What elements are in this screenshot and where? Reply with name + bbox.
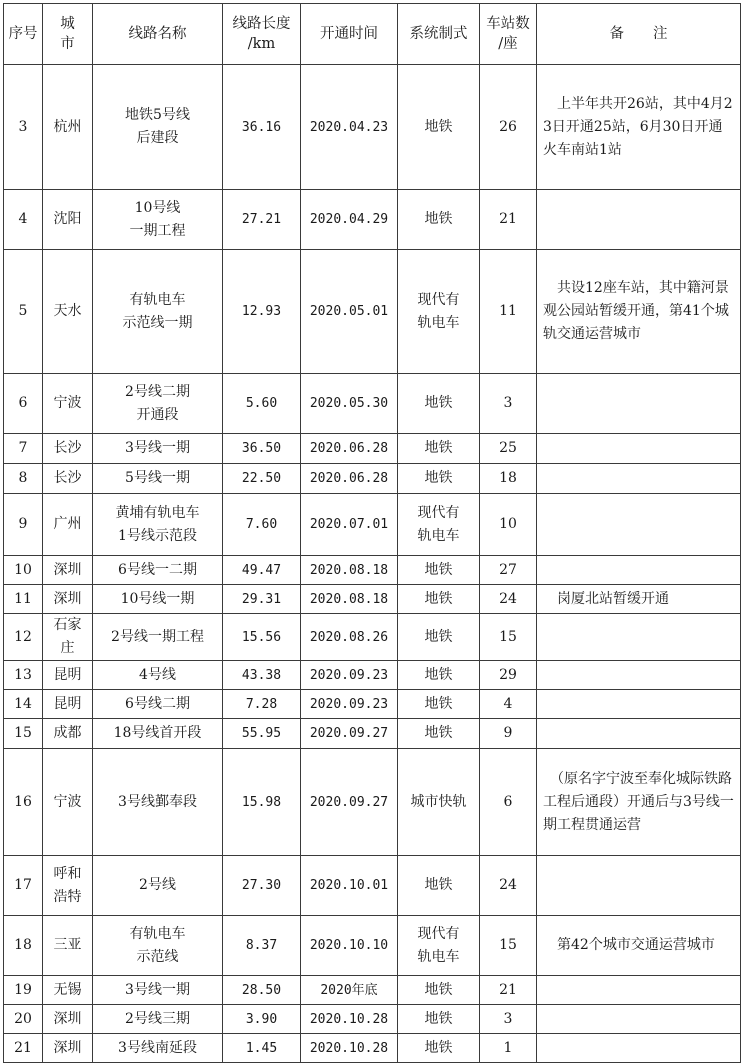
table-row (4, 856, 741, 916)
cell-system: 地铁 (398, 614, 480, 661)
cell-date: 2020.09.27 (301, 749, 398, 856)
cell-line: 有轨电车 示范线一期 (93, 250, 223, 374)
cell-line: 3号线一期 (93, 976, 223, 1005)
cell-city: 昆明 (43, 661, 93, 690)
cell-line: 有轨电车 示范线 (93, 916, 223, 976)
cell-system: 地铁 (398, 690, 480, 719)
cell-no: 5 (4, 250, 43, 374)
cell-length: 49.47 (223, 556, 301, 585)
header-row (4, 4, 741, 65)
cell-length: 12.93 (223, 250, 301, 374)
cell-no: 13 (4, 661, 43, 690)
cell-note (537, 494, 741, 556)
cell-line: 5号线一期 (93, 464, 223, 494)
cell-no: 7 (4, 434, 43, 464)
header-no: 序号 (4, 4, 43, 65)
cell-no: 4 (4, 190, 43, 250)
cell-system: 地铁 (398, 976, 480, 1005)
cell-date: 2020.05.30 (301, 374, 398, 434)
cell-no: 20 (4, 1005, 43, 1034)
cell-note (537, 719, 741, 749)
cell-no: 21 (4, 1034, 43, 1063)
cell-line: 3号线鄞奉段 (93, 749, 223, 856)
cell-note (537, 1034, 741, 1063)
cell-line: 地铁5号线 后建段 (93, 65, 223, 190)
cell-no: 17 (4, 856, 43, 916)
cell-city: 石家庄 (43, 614, 93, 661)
cell-city: 杭州 (43, 65, 93, 190)
table-row (4, 614, 741, 661)
table-row (4, 250, 741, 374)
metro-opening-table (3, 3, 741, 1063)
cell-note (537, 856, 741, 916)
cell-system: 地铁 (398, 65, 480, 190)
table-row (4, 585, 741, 614)
header-line: 线路名称 (93, 4, 223, 65)
table-row (4, 661, 741, 690)
cell-city: 广州 (43, 494, 93, 556)
cell-no: 18 (4, 916, 43, 976)
cell-stations: 4 (480, 690, 537, 719)
cell-note: 共设12座车站，其中籍河景观公园站暂缓开通，第41个城轨交通运营城市 (537, 250, 741, 374)
cell-city: 深圳 (43, 556, 93, 585)
table-row (4, 1034, 741, 1063)
cell-note (537, 190, 741, 250)
cell-line: 2号线三期 (93, 1005, 223, 1034)
cell-city: 天水 (43, 250, 93, 374)
cell-city: 宁波 (43, 749, 93, 856)
cell-stations: 24 (480, 856, 537, 916)
table-row (4, 976, 741, 1005)
cell-date: 2020.07.01 (301, 494, 398, 556)
cell-date: 2020.08.18 (301, 585, 398, 614)
cell-line: 10号线一期 (93, 585, 223, 614)
cell-length: 15.56 (223, 614, 301, 661)
cell-no: 12 (4, 614, 43, 661)
cell-length: 22.50 (223, 464, 301, 494)
cell-line: 2号线二期 开通段 (93, 374, 223, 434)
cell-stations: 9 (480, 719, 537, 749)
cell-system: 地铁 (398, 1005, 480, 1034)
cell-date: 2020.04.29 (301, 190, 398, 250)
table-row (4, 494, 741, 556)
cell-date: 2020.09.23 (301, 690, 398, 719)
cell-system: 地铁 (398, 585, 480, 614)
cell-system: 城市快轨 (398, 749, 480, 856)
cell-stations: 6 (480, 749, 537, 856)
table-row (4, 464, 741, 494)
cell-line: 2号线一期工程 (93, 614, 223, 661)
cell-no: 19 (4, 976, 43, 1005)
header-system: 系统制式 (398, 4, 480, 65)
cell-no: 3 (4, 65, 43, 190)
cell-line: 3号线南延段 (93, 1034, 223, 1063)
cell-note (537, 374, 741, 434)
cell-city: 三亚 (43, 916, 93, 976)
cell-no: 8 (4, 464, 43, 494)
cell-system: 地铁 (398, 464, 480, 494)
cell-date: 2020.04.23 (301, 65, 398, 190)
cell-date: 2020.05.01 (301, 250, 398, 374)
cell-note (537, 464, 741, 494)
cell-note (537, 976, 741, 1005)
cell-date: 2020.09.27 (301, 719, 398, 749)
cell-date: 2020.06.28 (301, 434, 398, 464)
cell-note: （原名字宁波至奉化城际铁路工程后通段）开通后与3号线一期工程贯通运营 (537, 749, 741, 856)
cell-city: 深圳 (43, 585, 93, 614)
cell-line: 18号线首开段 (93, 719, 223, 749)
table-row (4, 65, 741, 190)
cell-length: 28.50 (223, 976, 301, 1005)
cell-no: 16 (4, 749, 43, 856)
header-note: 备 注 (537, 4, 741, 65)
cell-system: 地铁 (398, 856, 480, 916)
cell-length: 15.98 (223, 749, 301, 856)
cell-system: 地铁 (398, 190, 480, 250)
cell-city: 长沙 (43, 464, 93, 494)
cell-stations: 15 (480, 614, 537, 661)
cell-note (537, 1005, 741, 1034)
cell-line: 6号线一二期 (93, 556, 223, 585)
table-row (4, 916, 741, 976)
cell-stations: 24 (480, 585, 537, 614)
cell-line: 6号线二期 (93, 690, 223, 719)
cell-city: 昆明 (43, 690, 93, 719)
table-row (4, 190, 741, 250)
cell-date: 2020.10.01 (301, 856, 398, 916)
cell-line: 4号线 (93, 661, 223, 690)
cell-stations: 21 (480, 190, 537, 250)
cell-no: 14 (4, 690, 43, 719)
cell-system: 现代有 轨电车 (398, 494, 480, 556)
cell-city: 深圳 (43, 1034, 93, 1063)
cell-length: 5.60 (223, 374, 301, 434)
cell-length: 55.95 (223, 719, 301, 749)
cell-note (537, 614, 741, 661)
cell-date: 2020.10.10 (301, 916, 398, 976)
cell-no: 9 (4, 494, 43, 556)
cell-stations: 1 (480, 1034, 537, 1063)
cell-stations: 18 (480, 464, 537, 494)
table-row (4, 719, 741, 749)
header-length: 线路长度 /km (223, 4, 301, 65)
cell-note: 上半年共开26站，其中4月23日开通25站，6月30日开通火车南站1站 (537, 65, 741, 190)
table-row (4, 556, 741, 585)
cell-length: 36.16 (223, 65, 301, 190)
cell-length: 29.31 (223, 585, 301, 614)
cell-line: 黄埔有轨电车 1号线示范段 (93, 494, 223, 556)
header-date: 开通时间 (301, 4, 398, 65)
cell-system: 地铁 (398, 661, 480, 690)
cell-city: 呼和 浩特 (43, 856, 93, 916)
table-row (4, 749, 741, 856)
cell-stations: 26 (480, 65, 537, 190)
cell-city: 沈阳 (43, 190, 93, 250)
cell-note (537, 434, 741, 464)
cell-no: 11 (4, 585, 43, 614)
cell-system: 地铁 (398, 434, 480, 464)
cell-length: 36.50 (223, 434, 301, 464)
cell-note: 岗厦北站暂缓开通 (537, 585, 741, 614)
cell-no: 15 (4, 719, 43, 749)
cell-stations: 3 (480, 374, 537, 434)
cell-date: 2020.10.28 (301, 1005, 398, 1034)
header-stations: 车站数 /座 (480, 4, 537, 65)
cell-length: 3.90 (223, 1005, 301, 1034)
cell-line: 3号线一期 (93, 434, 223, 464)
cell-length: 8.37 (223, 916, 301, 976)
cell-note (537, 556, 741, 585)
cell-city: 长沙 (43, 434, 93, 464)
cell-length: 7.60 (223, 494, 301, 556)
cell-stations: 10 (480, 494, 537, 556)
cell-stations: 29 (480, 661, 537, 690)
cell-line: 10号线 一期工程 (93, 190, 223, 250)
cell-system: 地铁 (398, 556, 480, 585)
cell-system: 地铁 (398, 719, 480, 749)
cell-line: 2号线 (93, 856, 223, 916)
cell-date: 2020年底 (301, 976, 398, 1005)
cell-city: 宁波 (43, 374, 93, 434)
cell-system: 现代有 轨电车 (398, 250, 480, 374)
cell-city: 深圳 (43, 1005, 93, 1034)
cell-city: 成都 (43, 719, 93, 749)
cell-stations: 21 (480, 976, 537, 1005)
cell-note (537, 661, 741, 690)
cell-stations: 25 (480, 434, 537, 464)
cell-no: 6 (4, 374, 43, 434)
cell-length: 1.45 (223, 1034, 301, 1063)
cell-date: 2020.06.28 (301, 464, 398, 494)
cell-stations: 15 (480, 916, 537, 976)
cell-system: 地铁 (398, 374, 480, 434)
cell-stations: 3 (480, 1005, 537, 1034)
cell-city: 无锡 (43, 976, 93, 1005)
cell-date: 2020.09.23 (301, 661, 398, 690)
cell-stations: 11 (480, 250, 537, 374)
cell-note (537, 690, 741, 719)
cell-date: 2020.08.18 (301, 556, 398, 585)
cell-no: 10 (4, 556, 43, 585)
cell-length: 43.38 (223, 661, 301, 690)
header-city: 城 市 (43, 4, 93, 65)
cell-date: 2020.10.28 (301, 1034, 398, 1063)
table-row (4, 434, 741, 464)
table-row (4, 1005, 741, 1034)
cell-length: 27.30 (223, 856, 301, 916)
cell-system: 地铁 (398, 1034, 480, 1063)
cell-note: 第42个城市交通运营城市 (537, 916, 741, 976)
cell-system: 现代有 轨电车 (398, 916, 480, 976)
cell-stations: 27 (480, 556, 537, 585)
table-row (4, 690, 741, 719)
cell-length: 27.21 (223, 190, 301, 250)
cell-length: 7.28 (223, 690, 301, 719)
table-row (4, 374, 741, 434)
cell-date: 2020.08.26 (301, 614, 398, 661)
